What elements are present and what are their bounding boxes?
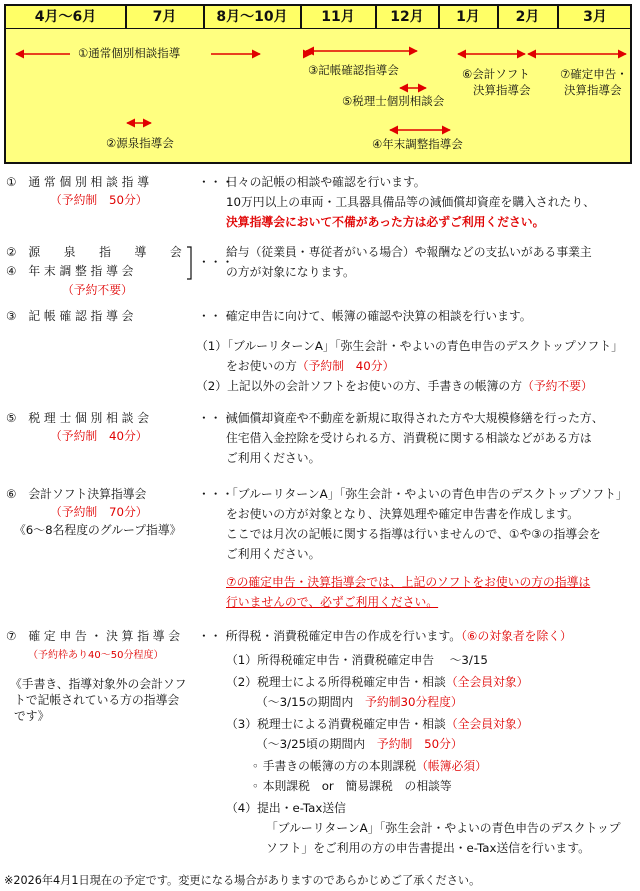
- item7-note2: トで記帳されている方の指導会: [14, 693, 180, 707]
- schedule-arrows: [6, 6, 630, 162]
- timeline-label-5: ⑤税理士個別相談会: [342, 94, 445, 108]
- item7-note3: です》: [14, 709, 50, 723]
- item3-title: ③ 記 帳 確 認 指 導 会: [6, 309, 134, 323]
- item6-line3: ここでは月次の記帳に関する指導は行いませんので、①や③の指導会を: [226, 527, 601, 541]
- item6-sub: （予約制 70分）: [50, 505, 148, 519]
- item1-sub: （予約制 50分）: [50, 193, 148, 207]
- item6-title: ⑥ 会計ソフト決算指導会: [6, 487, 147, 501]
- month-aug-oct: 8月〜10月: [216, 9, 288, 25]
- item6-line1: 「ブルーリターンA」「弥生会計・やよいの青色申告のデスクトップソフト」: [226, 487, 628, 501]
- timeline-label-6a: ⑥会計ソフト: [462, 67, 530, 81]
- item7-sub: （予約枠あり40〜50分程度）: [28, 650, 164, 661]
- item6-line6: 行いませんので、必ずご利用ください。: [226, 595, 439, 609]
- month-nov: 11月: [321, 9, 355, 25]
- item6-line4: ご利用ください。: [226, 547, 321, 561]
- dots: ・・・: [198, 309, 234, 323]
- item6-line5: ⑦の確定申告・決算指導会では、上記のソフトをお使いの方の指導は: [226, 575, 591, 589]
- item7-sub1: （1）所得税確定申告・消費税確定申告 〜3/15: [226, 653, 488, 667]
- dots: ・・・: [198, 411, 234, 425]
- month-mar: 3月: [583, 9, 607, 25]
- item5-line1: 減価償却資産や不動産を新規に取得された方や大規模修繕を行った方、: [226, 411, 604, 425]
- month-jan: 1月: [456, 9, 480, 25]
- timeline-label-4: ④年末調整指導会: [372, 137, 463, 151]
- item7-sub2b: （〜3/15の期間内 予約制30分程度）: [256, 695, 463, 709]
- month-dec: 12月: [390, 9, 424, 25]
- item3-sub2: （2）上記以外の会計ソフトをお使いの方、手書きの帳簿の方（予約不要）: [196, 379, 593, 393]
- item24-line1: 給与（従業員・専従者がいる場合）や報酬などの支払いがある事業主: [226, 245, 592, 259]
- item5-sub: （予約制 40分）: [50, 429, 148, 443]
- item1-line3: 決算指導会において不備があった方は必ずご利用ください。: [226, 215, 545, 229]
- item1-line2: 10万円以上の車両・工具器具備品等の減価償却資産を購入されたり、: [226, 195, 595, 209]
- timeline-label-7a: ⑦確定申告・: [560, 67, 628, 81]
- dots: ・・・: [198, 255, 234, 269]
- footer-note: ※2026年4月1日現在の予定です。変更になる場合がありますのであらかじめご了承ください。: [4, 874, 481, 887]
- item7-sub2: （2）税理士による所得税確定申告・相談（全会員対象）: [226, 675, 529, 689]
- timeline-label-6b: 決算指導会: [473, 83, 531, 97]
- month-jul: 7月: [152, 9, 177, 25]
- item6-sub2: 《6〜8名程度のグループ指導》: [14, 523, 182, 537]
- item1-title: ① 通 常 個 別 相 談 指 導: [6, 175, 149, 189]
- dots: ・・・: [198, 175, 234, 189]
- timeline-label-1: ①通常個別相談指導: [78, 46, 181, 60]
- item24-line2: の方が対象になります。: [226, 265, 355, 279]
- item3-line1: 確定申告に向けて、帳簿の確認や決算の相談を行います。: [226, 309, 532, 323]
- timeline-label-2: ②源泉指導会: [106, 136, 174, 150]
- item7-sub3b: （〜3/25頃の期間内 予約制 50分）: [256, 737, 463, 751]
- item7-sub4: （4）提出・e-Tax送信: [226, 801, 346, 815]
- dots: ・・・: [198, 487, 234, 501]
- item7-sub3: （3）税理士による消費税確定申告・相談（全会員対象）: [226, 717, 529, 731]
- month-feb: 2月: [515, 9, 540, 25]
- item4-title: ④ 年 末 調 整 指 導 会: [6, 264, 134, 278]
- item5-title: ⑤ 税 理 士 個 別 相 談 会: [6, 411, 149, 425]
- item7-note1: 《手書き、指導対象外の会計ソフ: [10, 677, 187, 691]
- item7-detail1: ◦ 手書きの帳簿の方の本則課税（帳簿必須）: [252, 759, 487, 773]
- item5-line2: 住宅借入金控除を受けられる方、消費税に関する相談などがある方は: [226, 431, 592, 445]
- month-apr-jun: 4月〜6月: [34, 9, 97, 25]
- schedule-timeline: [4, 4, 632, 164]
- item3-sub1b: をお使いの方（予約制 40分）: [226, 359, 395, 373]
- item7-title: ⑦ 確 定 申 告 ・ 決 算 指 導 会: [6, 629, 181, 643]
- item7-sub4b: 「ブルーリターンA」「弥生会計・やよいの青色申告のデスクトップ: [266, 821, 621, 835]
- timeline-label-7b: 決算指導会: [564, 83, 622, 97]
- bracket: [186, 246, 194, 280]
- item7-detail2: ◦ 本則課税 or 簡易課税 の相談等: [252, 779, 452, 793]
- item2-title: ② 源 泉 指 導 会: [6, 245, 182, 259]
- item1-line1: 日々の記帳の相談や確認を行います。: [226, 175, 426, 189]
- dots: ・・・: [198, 629, 234, 643]
- item6-line2: をお使いの方が対象となり、決算処理や確定申告書を作成します。: [226, 507, 579, 521]
- item24-sub: （予約不要）: [62, 283, 133, 297]
- item3-sub1: （1）「ブルーリターンA」「弥生会計・やよいの青色申告のデスクトップソフト」: [196, 339, 623, 353]
- item7-sub4c: ソフト」をご利用の方の申告書提出・e-Tax送信を行います。: [266, 841, 590, 855]
- timeline-label-3: ③記帳確認指導会: [308, 63, 399, 77]
- item5-line3: ご利用ください。: [226, 451, 321, 465]
- item7-line1: 所得税・消費税確定申告の作成を行います。（⑥の対象者を除く）: [226, 629, 572, 643]
